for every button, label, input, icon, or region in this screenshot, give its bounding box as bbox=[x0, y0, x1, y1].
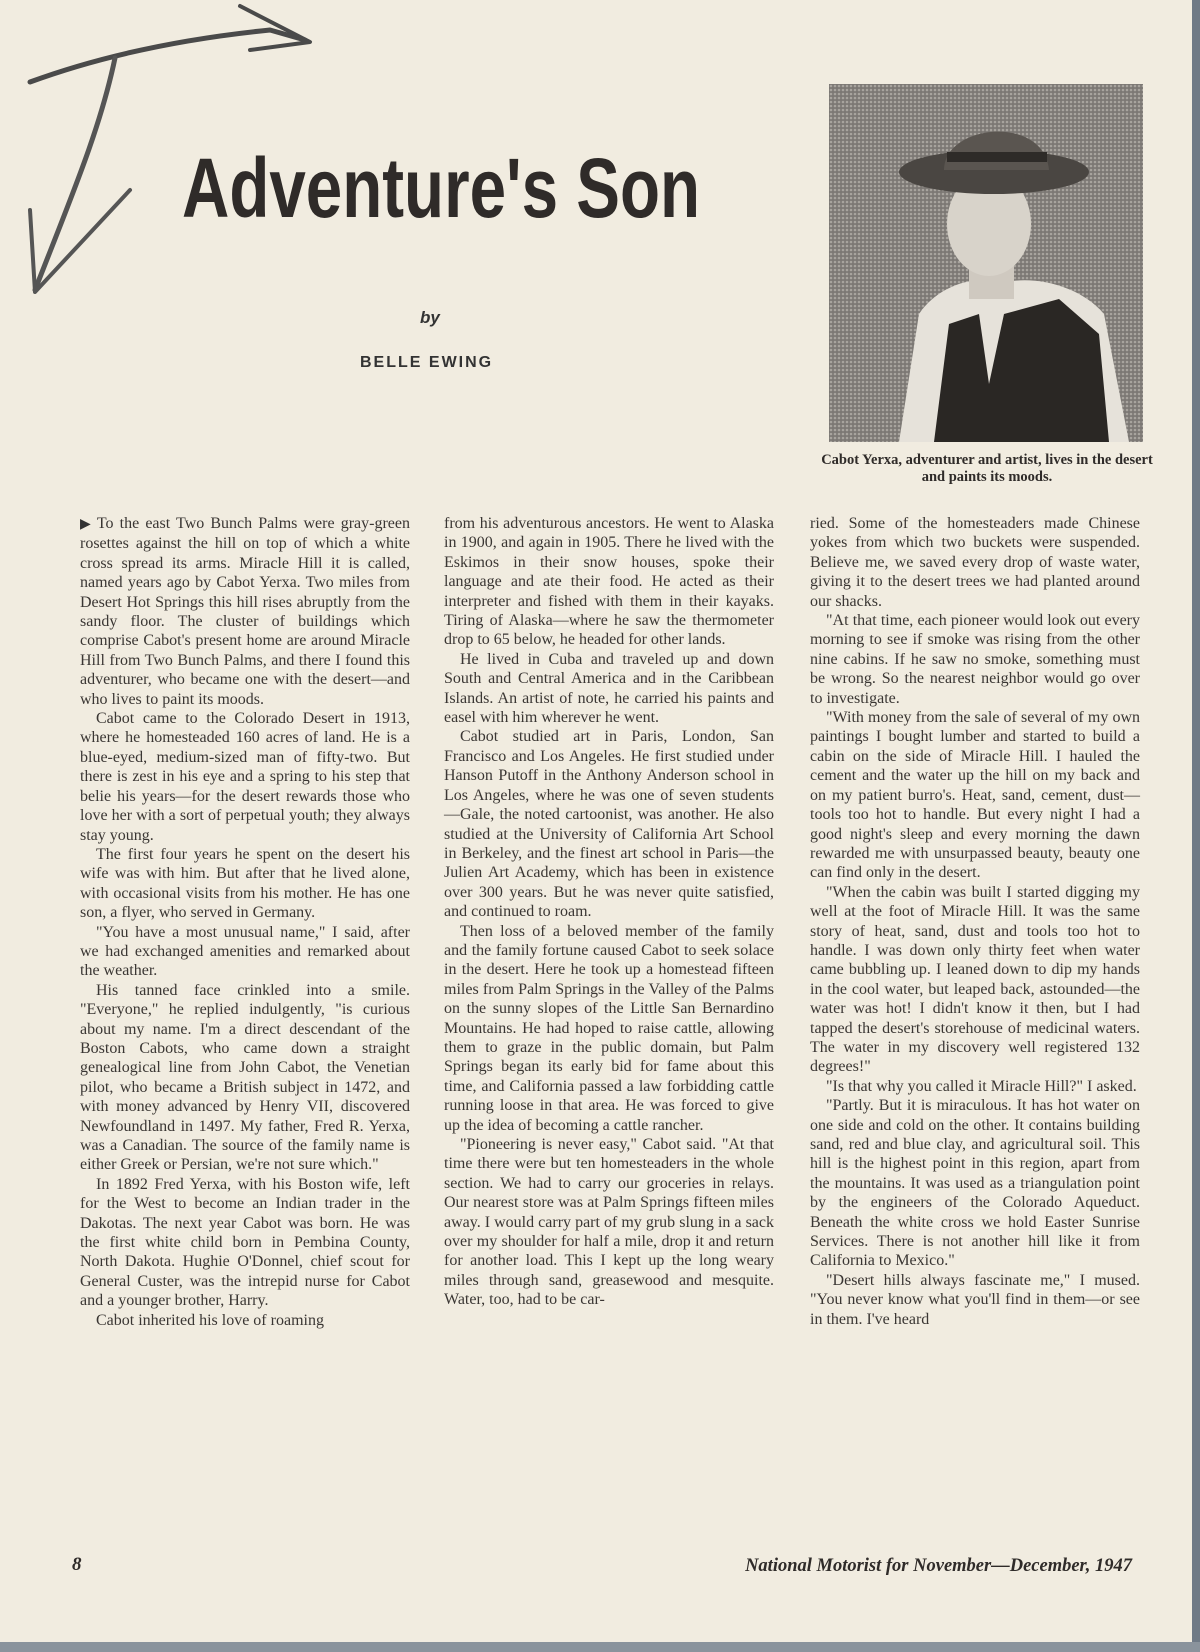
column-3 bbox=[810, 514, 1140, 1329]
paragraph: ried. Some of the homesteaders made Chinese yokes from which two buckets were suspended. Believe me, we saved every drop of waste water, giving it to the desert trees we had planted around our shacks. bbox=[810, 515, 1140, 610]
paragraph: "You have a most unusual name," I said, after we had exchanged amenities and remarked about the weather. bbox=[80, 923, 410, 980]
paragraph: In 1892 Fred Yerxa, with his Boston wife, left for the West to become an Indian trader in the Dakotas. The next year Cabot was born. He was the first white child born in Pembina County, North Dakota. Hughie O'Donnel, chief scout for General Custer, was the intrepid nurse for Cabot and a younger brother, Harry. bbox=[80, 1175, 410, 1310]
portrait-photo bbox=[829, 84, 1143, 442]
page-number: 8 bbox=[72, 1554, 82, 1575]
paragraph-text: To the east Two Bunch Palms were gray-green rosettes against the hill on top of which a white cross spread its arms. Miracle Hill it is called, named years ago by Cabot Yerxa. Two miles from Desert Hot Springs this hill rises abruptly from the sandy floor. The cluster of buildings which comprise Cabot's present home are around Miracle Hill from Two Bunch Palms, and there I found this adventurer, who became one with the desert—and who lives to paint its moods. bbox=[80, 515, 410, 708]
paragraph: "Is that why you called it Miracle Hill?" I asked. bbox=[826, 1077, 1137, 1095]
paragraph: Cabot studied art in Paris, London, San Francisco and Los Angeles. He first studied under Hanson Putoff in the Anthony Anderson school in Los Angeles, where he was one of seven students—Gale, the noted cartoonist, was another. He also studied at the University of California Art School in Berkeley, and the finest art school in Paris—the Julien Art Academy, which has been in existence over 300 years. But he was never quite satisfied, and continued to roam. bbox=[444, 728, 774, 921]
paragraph: The first four years he spent on the desert his wife was with him. But after that he lived alone, with occasional visits from his mother. He has one son, a flyer, who served in Germany. bbox=[80, 845, 410, 922]
page-bottom-edge bbox=[0, 1642, 1200, 1652]
paragraph: from his adventurous ancestors. He went to Alaska in 1900, and again in 1905. There he lived with the Eskimos in their snow houses, spoke their language and ate their food. He acted as their interpreter and fished with them in their kayaks. Tiring of Alaska—where he saw the thermometer drop to 65 below, he headed for other lands. bbox=[444, 515, 774, 649]
paragraph: "Pioneering is never easy," Cabot said. "At that time there were but ten homesteaders in the whole section. We had to carry our groceries in relays. Our nearest store was at Palm Springs fifteen miles away. I would carry part of my grub slung in a sack over my shoulder for half a mile, drop it and return for another load. This I kept up the long weary miles through sand, greasewood and mesquite. Water, too, had to be car- bbox=[444, 1136, 774, 1309]
photo-caption: Cabot Yerxa, adventurer and artist, lives in the desert and paints its moods. bbox=[821, 452, 1153, 485]
paragraph: Then loss of a beloved member of the family and the family fortune caused Cabot to seek solace in the desert. Here he took up a homestead fifteen miles from Palm Springs in the Valley of the Palms on the sunny slopes of the Little San Bernardino Mountains. He had hoped to raise cattle, allowing them to graze in the public domain, but Palm Springs began its early bid for fame about this time, and California passed a law forbidding cattle running loose in that area. He was forced to give up the idea of becoming a cattle rancher. bbox=[444, 922, 774, 1134]
paragraph: "When the cabin was built I started digging my well at the foot of Miracle Hill. It was the same story of heat, sand, dust and tools too hot to handle. I was down only thirty feet when water came bubbling up. I leaned down to dip my hands in the cool water, but leaped back, astounded—the water was hot! I didn't know it then, but I had tapped the desert's storehouse of medicinal waters. The water in my discovery well registered 132 degrees!" bbox=[810, 883, 1140, 1076]
paragraph: Cabot came to the Colorado Desert in 1913, where he homesteaded 160 acres of land. He is a blue-eyed, medium-sized man of fifty-two. But there is zest in his eye and a spring to his step that belie his years—for the desert rewards those who love her with a sort of perpetual youth; they always stay young. bbox=[80, 710, 410, 844]
byline: by bbox=[420, 308, 440, 327]
paragraph bbox=[80, 514, 410, 709]
paragraph: "At that time, each pioneer would look out every morning to see if smoke was rising from the other nine cabins. If he saw no smoke, something must be wrong. So the nearest neighbor would go over to investigate. bbox=[810, 612, 1140, 707]
page-edge bbox=[1192, 0, 1200, 1652]
article-title: Adventure's Son bbox=[182, 141, 700, 235]
lead-triangle-icon: ▶ bbox=[80, 517, 93, 532]
publication-footer: National Motorist for November—December, 1947 bbox=[745, 1556, 1132, 1576]
paragraph: "Desert hills always fascinate me," I mused. "You never know what you'll find in them—or see in them. I've heard bbox=[810, 1271, 1140, 1328]
paragraph: "With money from the sale of several of my own paintings I bought lumber and started to build a cabin on the side of Miracle Hill. I hauled the cement and the water up the hill on my back and on my patient burro's. Heat, sand, cement, dust—tools too hot to handle. But every night I had a good night's sleep and every morning the dawn rewarded me with unsurpassed beauty, beauty one can find only in the desert. bbox=[810, 709, 1140, 882]
paragraph: His tanned face crinkled into a smile. "Everyone," he replied indulgently, "is curious about my name. I'm a direct descendant of the Boston Cabots, who came down a straight genealogical line from John Cabot, the Venetian pilot, who became a British subject in 1472, and with money advanced by Henry VII, discovered Newfoundland in 1497. My father, Fred R. Yerxa, was a Canadian. The source of the family name is either Greek or Persian, we're not sure which." bbox=[80, 981, 410, 1174]
paragraph: "Partly. But it is miraculous. It has hot water on one side and cold on the other. It contains building sand, red and blue clay, and agricultural soil. This hill is the highest point in this region, apart from the mountains. It was used as a triangulation point by the engineers of the Colorado Aqueduct. Beneath the white cross we hold Easter Sunrise Services. There is not another hill like it from California to Mexico." bbox=[810, 1097, 1140, 1270]
paragraph: He lived in Cuba and traveled up and down South and Central America and in the Caribbean Islands. An artist of note, he carried his paints and easel with him wherever he went. bbox=[444, 650, 774, 727]
column-2 bbox=[444, 514, 774, 1310]
column-1 bbox=[80, 514, 410, 1330]
author-name: BELLE EWING bbox=[360, 354, 494, 371]
paragraph: Cabot inherited his love of roaming bbox=[96, 1311, 324, 1329]
